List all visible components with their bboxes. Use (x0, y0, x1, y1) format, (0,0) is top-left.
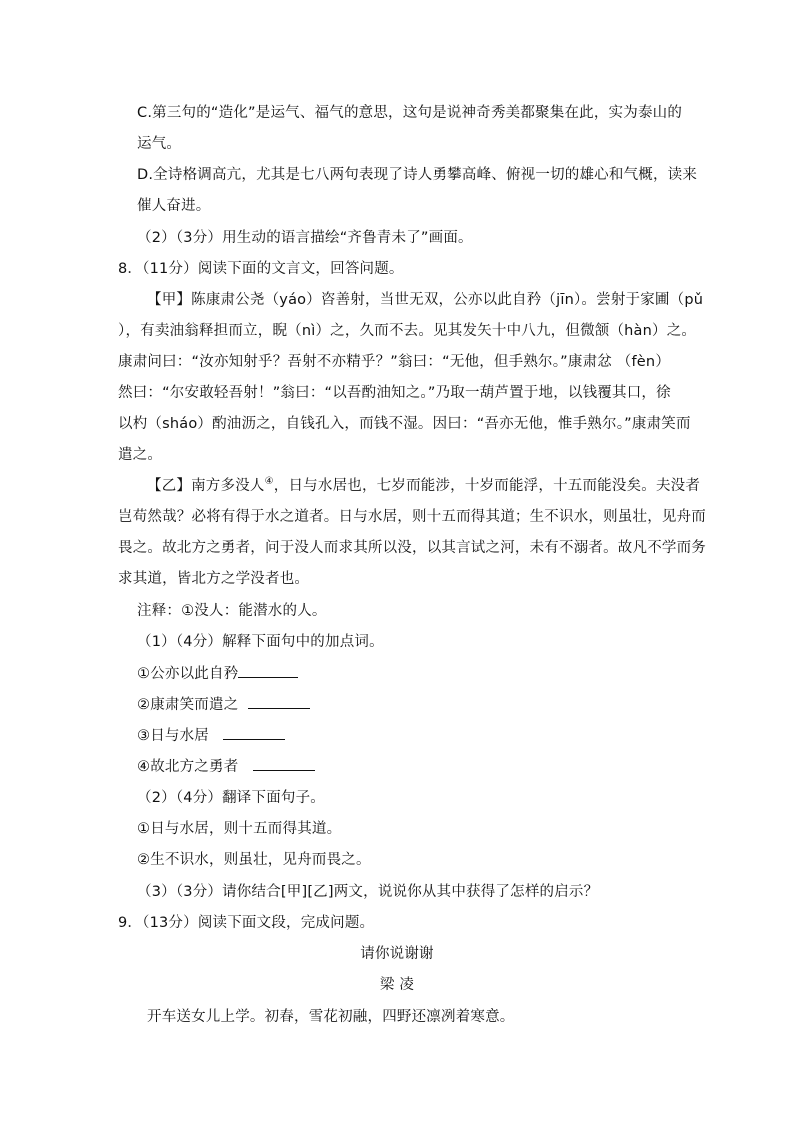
word-item-text: ②康肃笑而遣之 (137, 697, 239, 713)
answer-blank[interactable] (238, 663, 298, 678)
translate-sentence: ①日与水居，则十五而得其道。 (137, 821, 342, 837)
option-d-line2: 催人奋进。 (137, 198, 211, 214)
passage-jia-line: 【甲】陈康肃公尧（yáo）咨善射，当世无双，公亦以此自矜（jīn）。尝射于家圃（pǔ (147, 292, 704, 308)
passage-yi-line: 畏之。故北方之勇者，问于没人而求其所以没，以其言试之河，未有不溺者。故凡不学而务 (118, 540, 706, 556)
answer-blank[interactable] (253, 756, 315, 771)
word-item (137, 694, 310, 715)
passage-yi-line: 求其道，皆北方之学没者也。 (118, 571, 310, 587)
word-item (137, 756, 315, 777)
article-title: 请你说谢谢 (360, 946, 434, 962)
passage-jia-line: 康肃问曰：“汝亦知射乎？吾射不亦精乎？”翁曰：“无他，但手熟尔。”康肃忿 （fèn） (118, 354, 671, 370)
passage-jia-line: 遣之。 (118, 447, 163, 463)
question-8-2: （2）（4分）翻译下面句子。 (137, 790, 325, 806)
option-c-line2: 运气。 (137, 136, 182, 152)
passage-yi-line: 岂苟然哉？必将有得于水之道者。日与水居，则十五而得其道；生不识水，则虽壮，见舟而 (118, 509, 706, 525)
option-d-line1: D.全诗格调高亢，尤其是七八两句表现了诗人勇攀高峰、俯视一切的雄心和气概，读来 (137, 167, 698, 183)
passage-yi-first-line (147, 476, 700, 496)
word-item-text: ③日与水居 (137, 728, 209, 744)
answer-blank[interactable] (223, 725, 285, 740)
word-item-text: ①公亦以此自矜 (137, 666, 239, 682)
article-author: 梁 凌 (379, 977, 415, 993)
footnote-marker: ④ (264, 476, 274, 488)
article-paragraph: 开车送女儿上学。初春，雪花初融，四野还凛冽着寒意。 (147, 1009, 515, 1025)
option-c-line1: C.第三句的“造化”是运气、福气的意思，这句是说神奇秀美都聚集在此，实为泰山的 (137, 105, 683, 121)
question-7-2: （2）（3分）用生动的语言描绘“齐鲁青未了”画面。 (137, 230, 473, 246)
passage-jia-line: 以杓（sháo）酌油沥之，自钱孔入，而钱不湿。因曰：“吾亦无他，惟手熟尔。”康肃笑而 (118, 416, 691, 432)
answer-blank[interactable] (248, 694, 310, 709)
word-item (137, 663, 298, 684)
footnote: 注释：①没人：能潜水的人。 (137, 603, 327, 619)
passage-jia-line: ），有卖油翁释担而立，睨（nì）之，久而不去。见其发矢十中八九，但微颔（hàn）之。 (118, 323, 697, 339)
passage-yi-text: 【乙】南方多没人 (147, 478, 265, 494)
word-item (137, 725, 285, 746)
passage-jia-line: 然曰：“尔安敢轻吾射！”翁曰：“以吾酌油知之。”乃取一葫芦置于地，以钱覆其口，徐 (118, 385, 671, 401)
question-9-header: 9．（13分）阅读下面文段，完成问题。 (118, 915, 375, 931)
question-8-header: 8．（11分）阅读下面的文言文，回答问题。 (118, 261, 404, 277)
question-8-3: （3）（3分）请你结合[甲][乙]两文，说说你从其中获得了怎样的启示？ (137, 884, 599, 900)
translate-sentence: ②生不识水，则虽壮，见舟而畏之。 (137, 852, 371, 868)
word-item-text: ④故北方之勇者 (137, 759, 239, 775)
question-8-1: （1）（4分）解释下面句中的加点词。 (137, 634, 384, 650)
passage-yi-text: ，日与水居也，七岁而能涉，十岁而能浮，十五而能没矣。夫没者 (273, 478, 701, 494)
